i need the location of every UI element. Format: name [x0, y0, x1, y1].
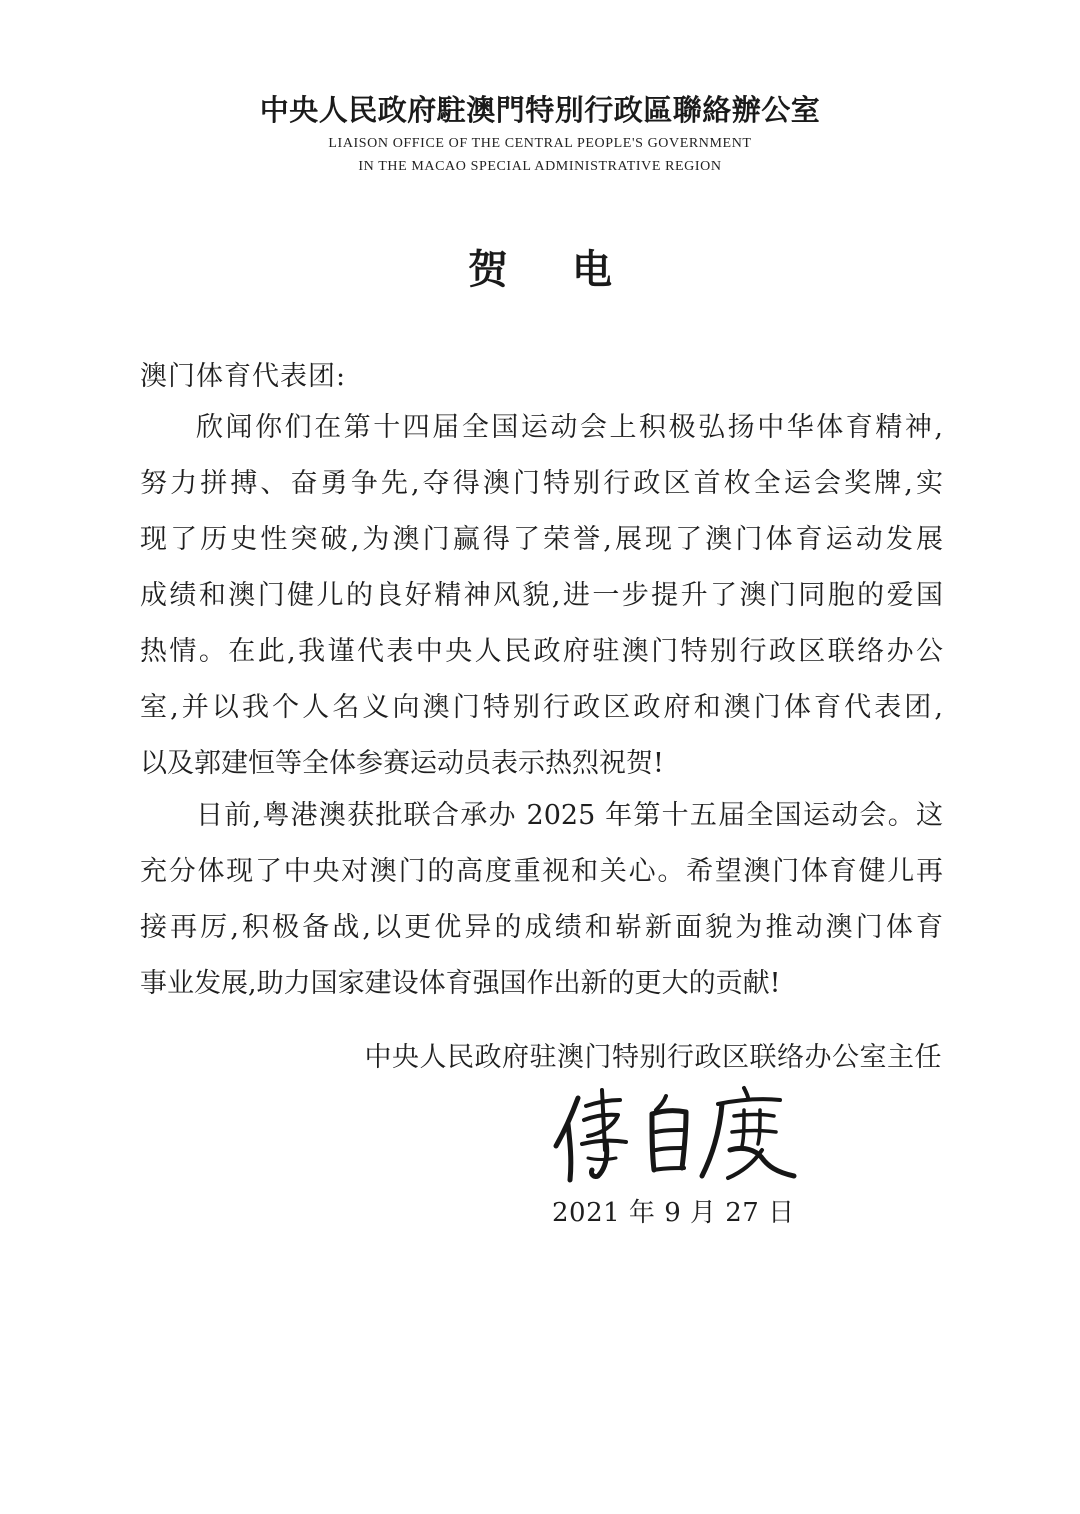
signoff-title: 中央人民政府驻澳门特别行政区联络办公室主任 [364, 1042, 942, 1073]
letter-date: 2021 年 9 月 27 日 [552, 1198, 795, 1228]
paragraph-1-line-5: 热情。在此,我谨代表中央人民政府驻澳门特别行政区联络办公 [140, 636, 943, 667]
salutation: 澳门体育代表团: [140, 361, 347, 392]
paragraph-1-line-7: 以及郭建恒等全体参赛运动员表示热烈祝贺! [140, 748, 664, 779]
paragraph-1-line-1: 欣闻你们在第十四届全国运动会上积极弘扬中华体育精神, [196, 412, 943, 443]
paragraph-2-line-2: 充分体现了中央对澳门的高度重视和关心。希望澳门体育健儿再 [140, 856, 943, 887]
paragraph-1-line-2: 努力拼搏、奋勇争先,夺得澳门特别行政区首枚全运会奖牌,实 [140, 468, 943, 499]
paragraph-1-line-4: 成绩和澳门健儿的良好精神风貌,进一步提升了澳门同胞的爱国 [140, 580, 943, 611]
paragraph-2-line-1: 日前,粤港澳获批联合承办 2025 年第十五届全国运动会。这 [196, 800, 943, 831]
letterhead-english-line1: LIAISON OFFICE OF THE CENTRAL PEOPLE'S GOVERNMENT [328, 136, 752, 151]
letterhead-english-line2: IN THE MACAO SPECIAL ADMINISTRATIVE REGION [358, 159, 722, 174]
paragraph-2-line-4: 事业发展,助力国家建设体育强国作出新的更大的贡献! [140, 968, 781, 999]
handwritten-signature [548, 1080, 808, 1190]
paragraph-1-line-3: 现了历史性突破,为澳门赢得了荣誉,展现了澳门体育运动发展 [140, 524, 943, 555]
document-title: 贺电 [468, 246, 676, 293]
paragraph-2-line-3: 接再厉,积极备战,以更优异的成绩和崭新面貌为推动澳门体育 [140, 912, 943, 943]
paragraph-1-line-6: 室,并以我个人名义向澳门特别行政区政府和澳门体育代表团, [140, 692, 943, 723]
letterhead-chinese: 中央人民政府駐澳門特別行政區聯絡辦公室 [259, 93, 821, 127]
